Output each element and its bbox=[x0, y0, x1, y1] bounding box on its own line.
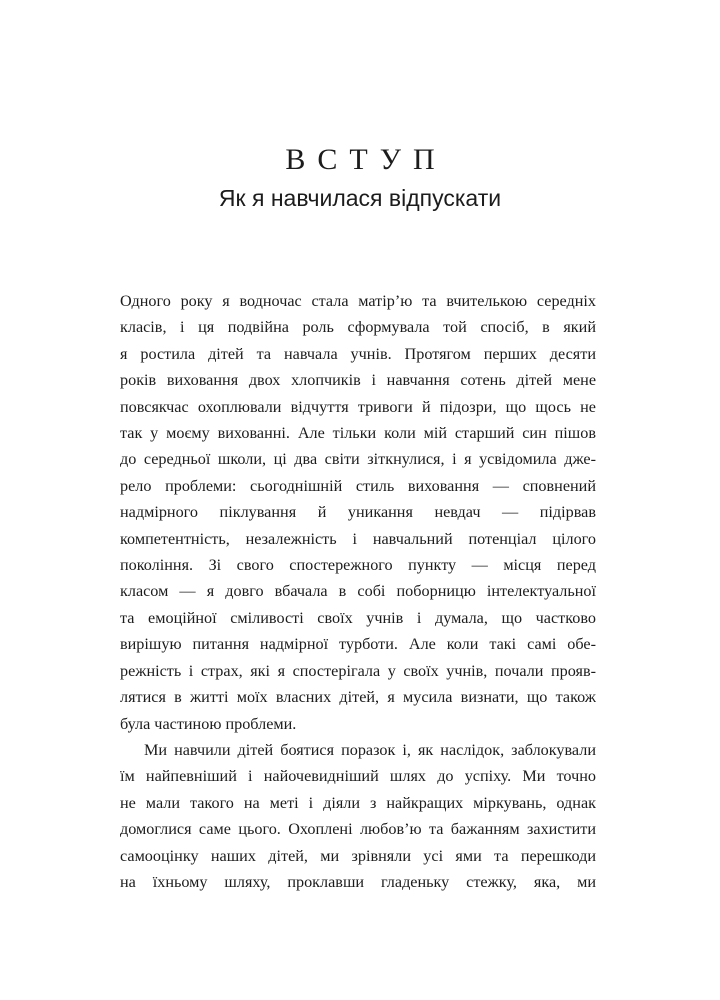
text-line: лятися в житті моїх власних дітей, я мусила визнати, що також bbox=[120, 688, 596, 707]
text-line: на їхньому шляху, проклавши гладеньку стежку, яка, ми bbox=[120, 872, 596, 891]
text-line: вирішую питання надмірної турботи. Але коли такі самі обе- bbox=[120, 635, 596, 654]
text-line: домоглися саме цього. Охоплені любов’ю та бажанням захистити bbox=[120, 820, 596, 839]
paragraph-2 bbox=[120, 737, 596, 895]
text-line: компетентність, незалежність і навчальний потенціал цілого bbox=[120, 529, 596, 548]
paragraph-1 bbox=[120, 288, 596, 737]
text-line: до середньої школи, ці два світи зіткнулися, і я усвідомила дже- bbox=[120, 450, 596, 469]
text-line: Ми навчили дітей боятися поразок і, як наслідок, заблокували bbox=[144, 740, 596, 759]
text-line: класом — я довго вбачала в собі поборницю інтелектуальної bbox=[120, 582, 596, 601]
text-line: так у моєму вихованні. Але тільки коли мій старший син пішов bbox=[120, 424, 596, 443]
chapter-title: Як я навчилася відпускати bbox=[218, 185, 502, 211]
chapter-label: ВСТУП bbox=[285, 143, 447, 176]
text-line: була частиною проблеми. bbox=[120, 714, 297, 733]
text-line: рело проблеми: сьогоднішній стиль виховання — сповнений bbox=[120, 476, 596, 495]
text-line: надмірного піклування й уникання невдач — підірвав bbox=[120, 503, 596, 522]
text-line: самооцінку наших дітей, ми зрівняли усі ями та перешкоди bbox=[120, 846, 596, 865]
text-line: та емоційної сміливості своїх учнів і думала, що частково bbox=[120, 608, 596, 627]
text-line: їм найпевніший і найочевидніший шлях до успіху. Ми точно bbox=[120, 767, 596, 786]
text-line: повсякчас охоплювали відчуття тривоги й підозри, що щось не bbox=[120, 397, 596, 416]
text-line: покоління. Зі свого спостережного пункту — місця перед bbox=[120, 556, 596, 575]
text-line: я ростила дітей та навчала учнів. Протягом перших десяти bbox=[120, 344, 596, 363]
text-line: років виховання двох хлопчиків і навчання сотень дітей мене bbox=[120, 371, 596, 390]
text-line: Одного року я водночас стала матір’ю та вчителькою середніх bbox=[120, 292, 596, 310]
text-line: не мали такого на меті і діяли з найкращих міркувань, однак bbox=[120, 793, 596, 812]
text-line: класів, і ця подвійна роль сформувала той спосіб, в який bbox=[120, 318, 596, 337]
body-text bbox=[120, 288, 596, 895]
text-line: режність і страх, які я спостерігала у своїх учнів, почали прояв- bbox=[120, 661, 596, 680]
